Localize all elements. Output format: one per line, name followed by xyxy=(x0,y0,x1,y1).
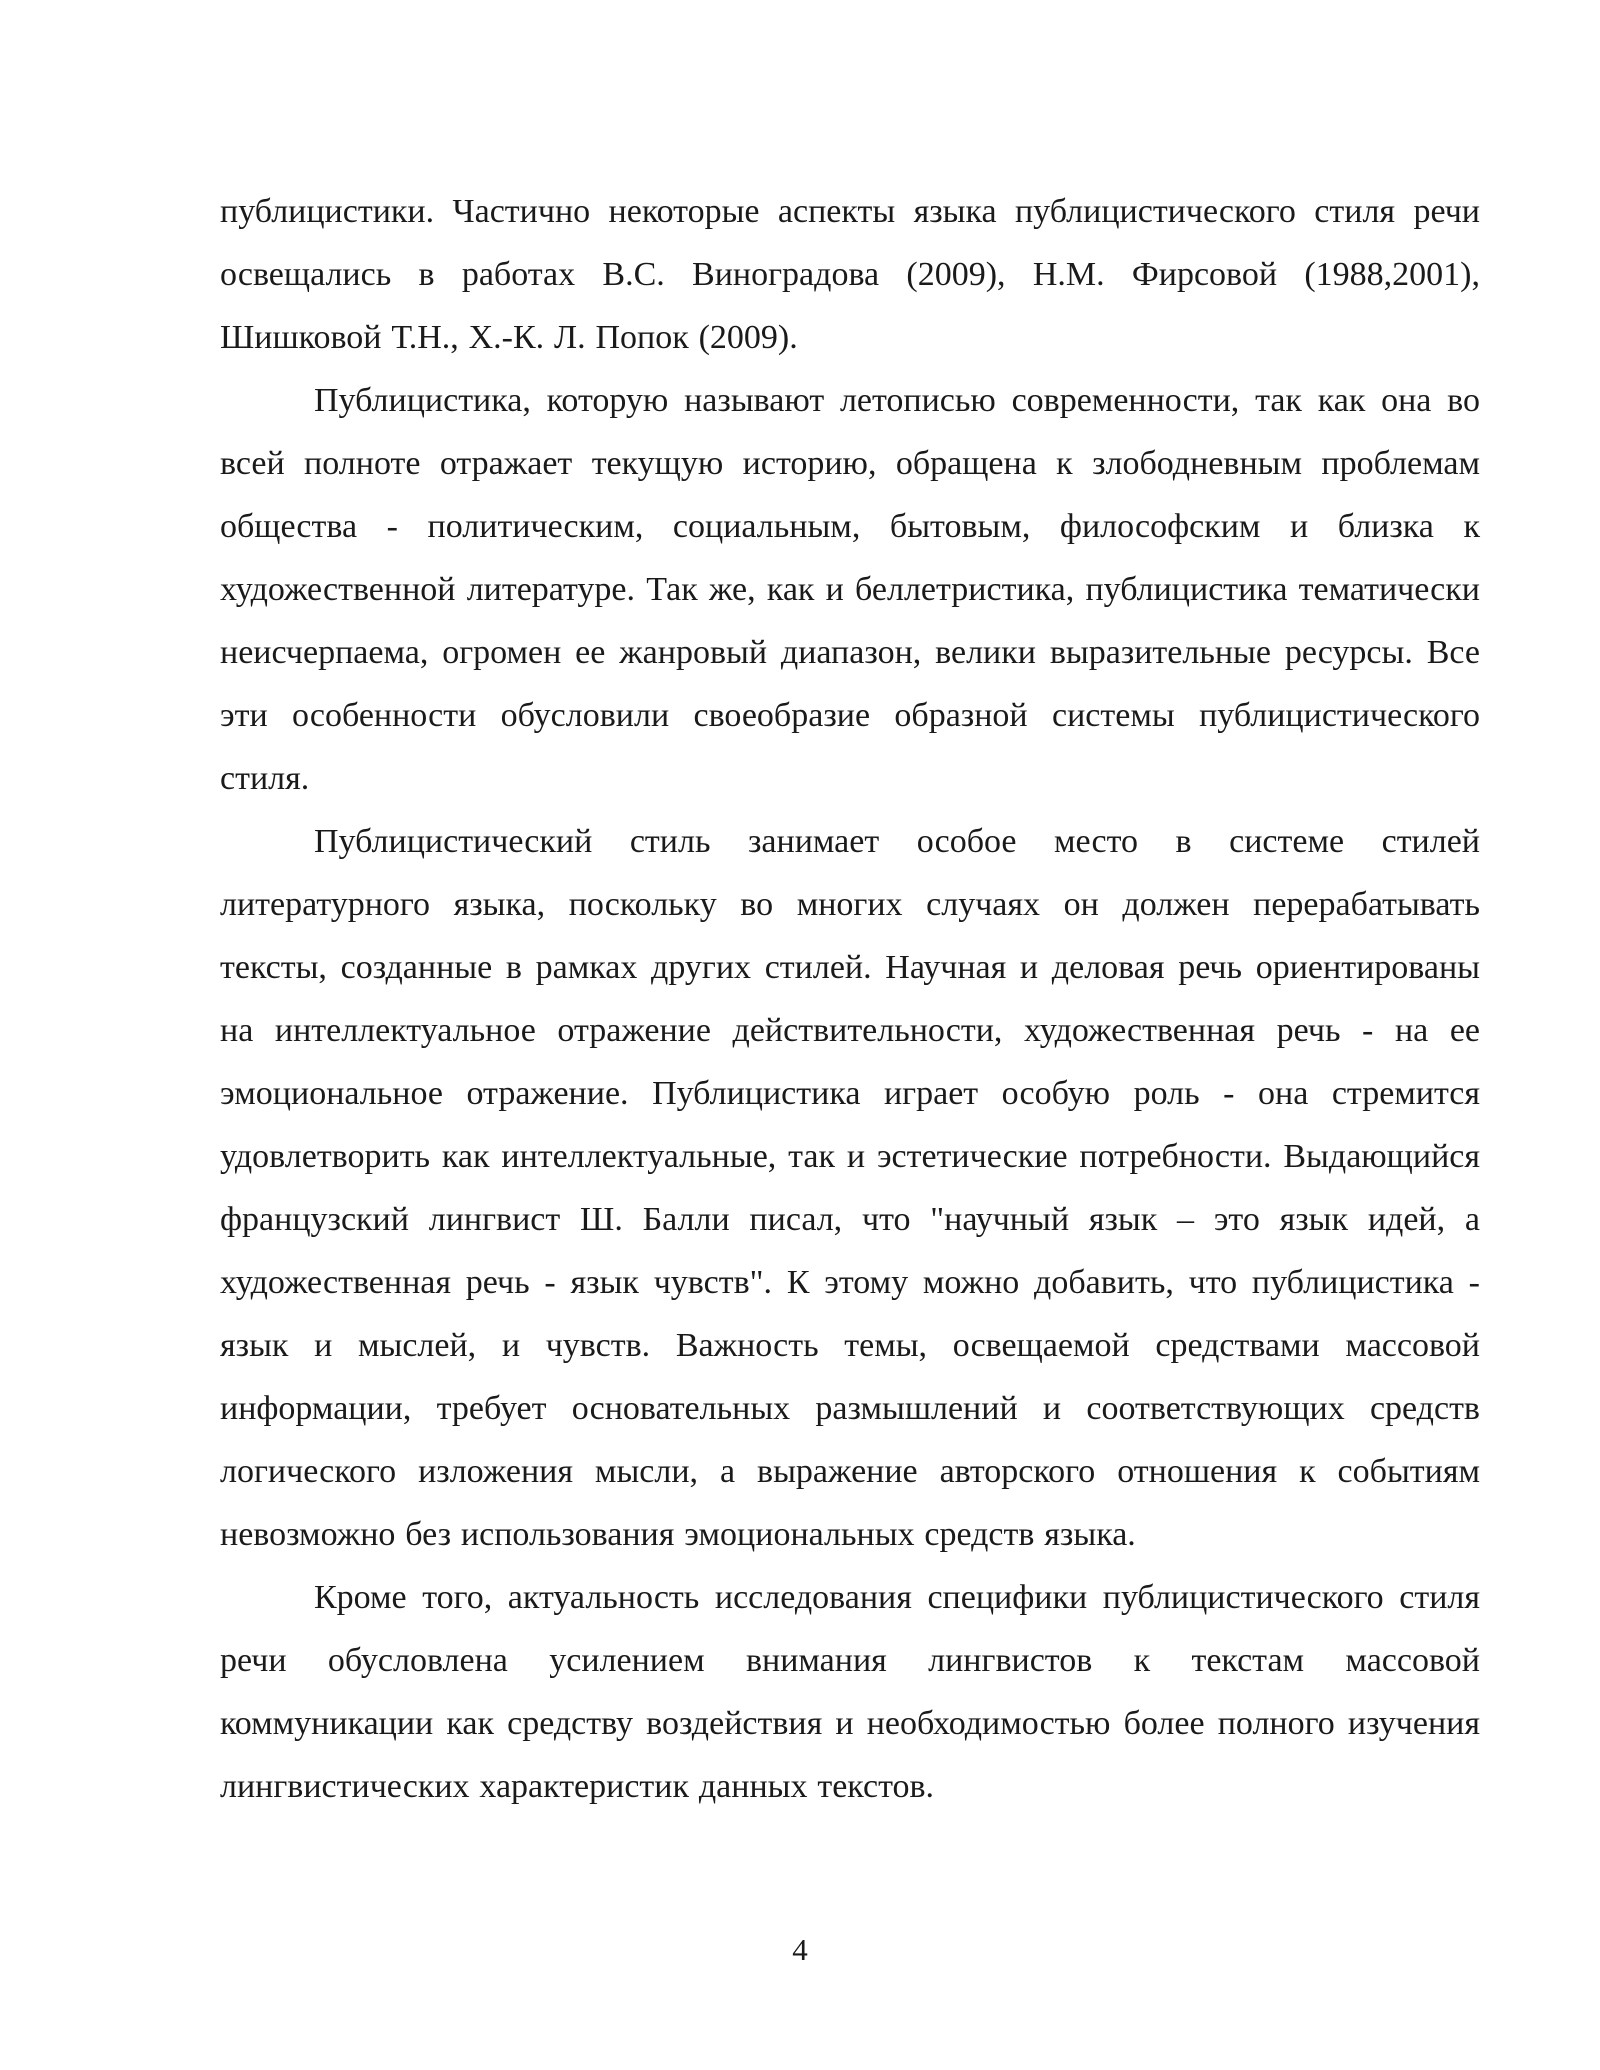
paragraph-relevance: Кроме того, актуальность исследования специфики публицистического стиля речи обусловлена усилением внимания лингвистов к текстам массовой коммуникации как средству воздействия и необходимостью более полного изучения лингвистических характеристик данных текстов. xyxy=(220,1579,1480,1805)
page-number: 4 xyxy=(792,1932,808,1967)
paragraph-publicistic-style: Публицистический стиль занимает особое место в системе стилей литературного языка, поскольку во многих случаях он должен перерабатывать тексты, созданные в рамках других стилей. Научная и деловая речь ориентированы на интеллектуальное отражение действительности, художественная речь - на ее эмоциональное отражение. Публицистика играет особую роль - она стремится удовлетворить как интеллектуальные, так и эстетические потребности. Выдающийся французский лингвист Ш. Балли писал, что "научный язык – это язык идей, а художественная речь - язык чувств". К этому можно добавить, что публицистика - язык и мыслей, и чувств. Важность темы, освещаемой средствами массовой информации, требует основательных размышлений и соответствующих средств логического изложения мысли, а выражение авторского отношения к событиям невозможно без использования эмоциональных средств языка. xyxy=(220,823,1480,1553)
body-text xyxy=(220,180,1480,1818)
paragraph-continuation: публицистики. Частично некоторые аспекты языка публицистического стиля речи освещались в работах В.С. Виноградова (2009), Н.М. Фирсовой (1988,2001), Шишковой Т.Н., Х.-К. Л. Попок (2009). xyxy=(220,193,1480,356)
paragraph-publicistics-definition: Публицистика, которую называют летописью современности, так как она во всей полноте отражает текущую историю, обращена к злободневным проблемам общества - политическим, социальным, бытовым, философским и близка к художественной литературе. Так же, как и беллетристика, публицистика тематически неисчерпаема, огромен ее жанровый диапазон, велики выразительные ресурсы. Все эти особенности обусловили своеобразие образной системы публицистического стиля. xyxy=(220,382,1480,797)
